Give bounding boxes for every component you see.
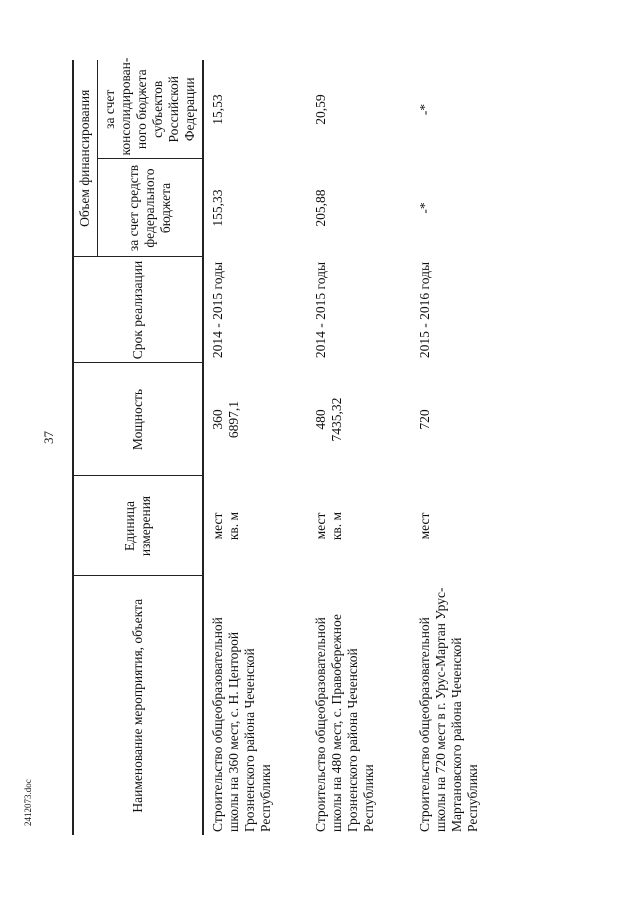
header-federal: за счет средств федерального бюджета xyxy=(97,159,203,257)
cell-unit-line1: мест xyxy=(313,512,328,540)
cell-unit xyxy=(411,476,515,576)
cell-name: Строительство общеобразовательной школы на 720 мест в г. Урус-Мартан Урус-Мартановского района Чеченской Республики xyxy=(417,587,480,832)
table-row xyxy=(307,60,411,835)
file-reference: 2412073.doc xyxy=(23,779,33,826)
financing-table xyxy=(72,57,502,835)
header-regional: за счет консолидирован- ного бюджета субъектов Российской Федерации xyxy=(97,60,203,159)
cell-unit xyxy=(307,476,411,576)
cell-regional: -* xyxy=(417,103,432,116)
cell-unit-line2: кв. м xyxy=(329,511,344,541)
cell-period: 2014 - 2015 годы xyxy=(313,261,328,359)
cell-unit-line1: мест xyxy=(417,512,432,540)
header-period: Срок реализации xyxy=(73,257,203,363)
cell-period: 2014 - 2015 годы xyxy=(210,261,225,359)
cell-capacity-line1: 360 xyxy=(210,409,225,430)
cell-name: Строительство общеобразовательной школы на 480 мест, с. Правобережное Грозненского района Чеченской Республики xyxy=(313,614,376,832)
cell-unit-line2: кв. м xyxy=(226,511,241,541)
table-row xyxy=(411,60,515,835)
cell-capacity xyxy=(307,363,411,476)
header-capacity: Мощность xyxy=(73,363,203,476)
cell-regional: 15,53 xyxy=(210,94,225,125)
cell-regional: 20,59 xyxy=(313,94,328,125)
page-number: 37 xyxy=(41,431,56,444)
cell-capacity-line1: 480 xyxy=(313,409,328,430)
cell-unit xyxy=(203,476,307,576)
cell-capacity-line2: 7435,32 xyxy=(329,397,344,442)
cell-capacity-line2: 6897,1 xyxy=(226,400,241,439)
cell-capacity xyxy=(203,363,307,476)
header-funding-volume: Объем финансирования xyxy=(73,60,97,257)
cell-capacity-line1: 720 xyxy=(417,409,432,430)
cell-period: 2015 - 2016 годы xyxy=(417,261,432,359)
cell-federal: 205,88 xyxy=(313,189,328,227)
header-name: Наименование мероприятия, объекта xyxy=(73,576,203,835)
cell-federal: 155,33 xyxy=(210,189,225,227)
table-row xyxy=(203,60,307,835)
cell-federal: -* xyxy=(417,202,432,214)
cell-name: Строительство общеобразовательной школы на 360 мест, с. Н. Центорой Грозненского района Чеченской Республики xyxy=(210,617,273,832)
cell-capacity xyxy=(411,363,515,476)
header-unit: Единица измерения xyxy=(73,476,203,576)
cell-unit-line1: мест xyxy=(210,512,225,540)
